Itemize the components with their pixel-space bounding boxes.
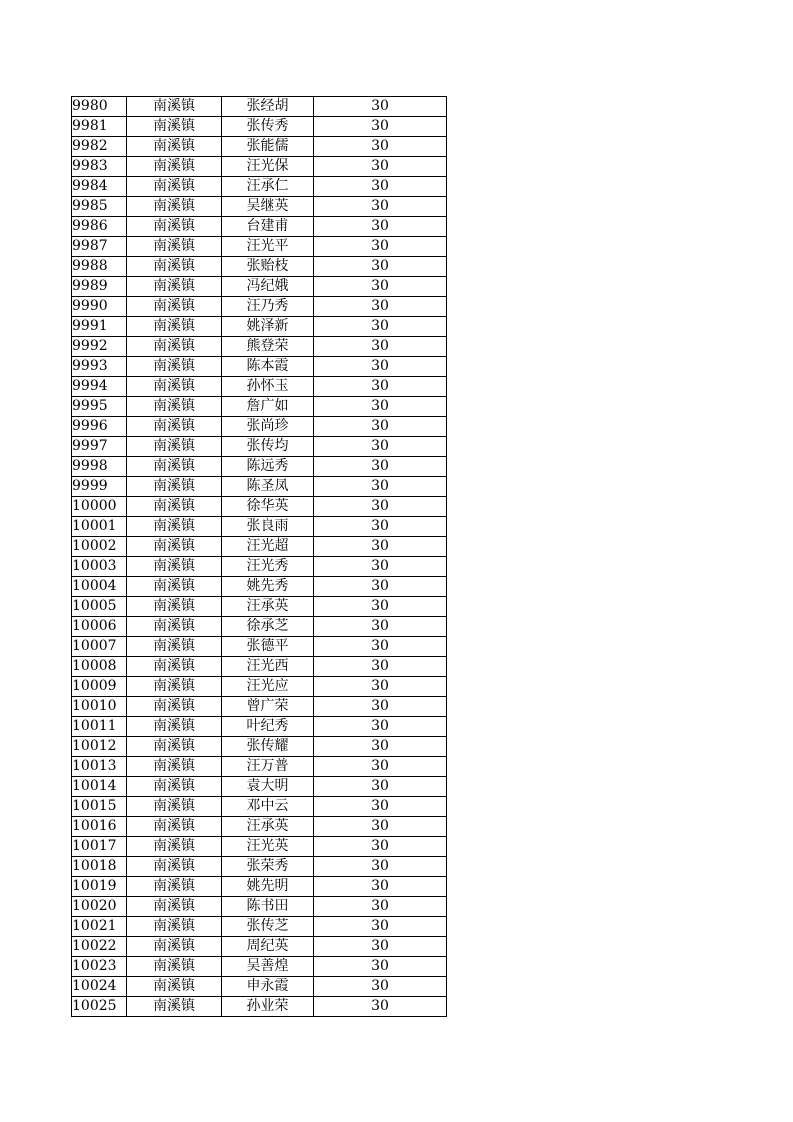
- cell-id: 9981: [72, 117, 127, 137]
- table-row: [72, 497, 447, 517]
- cell-amount: 30: [314, 137, 447, 157]
- table-row: [72, 537, 447, 557]
- cell-name: 汪光西: [222, 657, 314, 677]
- table-row: [72, 957, 447, 977]
- cell-id: 9988: [72, 257, 127, 277]
- cell-town: 南溪镇: [127, 857, 222, 877]
- cell-id: 10015: [72, 797, 127, 817]
- table-row: [72, 777, 447, 797]
- table-row: [72, 457, 447, 477]
- cell-town: 南溪镇: [127, 157, 222, 177]
- cell-town: 南溪镇: [127, 237, 222, 257]
- cell-amount: 30: [314, 537, 447, 557]
- cell-id: 10008: [72, 657, 127, 677]
- table-row: [72, 417, 447, 437]
- table-row: [72, 657, 447, 677]
- cell-id: 10002: [72, 537, 127, 557]
- cell-name: 汪光超: [222, 537, 314, 557]
- cell-amount: 30: [314, 737, 447, 757]
- cell-town: 南溪镇: [127, 557, 222, 577]
- cell-amount: 30: [314, 317, 447, 337]
- cell-amount: 30: [314, 517, 447, 537]
- cell-town: 南溪镇: [127, 957, 222, 977]
- cell-town: 南溪镇: [127, 917, 222, 937]
- table-row: [72, 197, 447, 217]
- cell-amount: 30: [314, 277, 447, 297]
- cell-id: 10017: [72, 837, 127, 857]
- cell-amount: 30: [314, 557, 447, 577]
- table-row: [72, 277, 447, 297]
- cell-amount: 30: [314, 997, 447, 1017]
- cell-name: 邓中云: [222, 797, 314, 817]
- cell-name: 汪光应: [222, 677, 314, 697]
- cell-id: 10004: [72, 577, 127, 597]
- cell-amount: 30: [314, 697, 447, 717]
- cell-name: 陈远秀: [222, 457, 314, 477]
- cell-amount: 30: [314, 637, 447, 657]
- cell-name: 张良雨: [222, 517, 314, 537]
- table-row: [72, 857, 447, 877]
- cell-id: 9997: [72, 437, 127, 457]
- cell-amount: 30: [314, 857, 447, 877]
- cell-id: 9996: [72, 417, 127, 437]
- cell-id: 9980: [72, 97, 127, 117]
- cell-amount: 30: [314, 677, 447, 697]
- cell-town: 南溪镇: [127, 677, 222, 697]
- cell-id: 9998: [72, 457, 127, 477]
- cell-town: 南溪镇: [127, 177, 222, 197]
- cell-amount: 30: [314, 957, 447, 977]
- table-row: [72, 937, 447, 957]
- cell-name: 张德平: [222, 637, 314, 657]
- table-row: [72, 737, 447, 757]
- cell-id: 9993: [72, 357, 127, 377]
- cell-name: 汪光保: [222, 157, 314, 177]
- cell-amount: 30: [314, 97, 447, 117]
- cell-town: 南溪镇: [127, 117, 222, 137]
- table-row: [72, 837, 447, 857]
- cell-town: 南溪镇: [127, 357, 222, 377]
- cell-amount: 30: [314, 417, 447, 437]
- cell-amount: 30: [314, 337, 447, 357]
- cell-name: 汪光平: [222, 237, 314, 257]
- cell-id: 9991: [72, 317, 127, 337]
- cell-amount: 30: [314, 717, 447, 737]
- cell-id: 9987: [72, 237, 127, 257]
- table-row: [72, 797, 447, 817]
- table-row: [72, 357, 447, 377]
- cell-town: 南溪镇: [127, 597, 222, 617]
- table-row: [72, 597, 447, 617]
- cell-amount: 30: [314, 197, 447, 217]
- cell-name: 汪光秀: [222, 557, 314, 577]
- cell-amount: 30: [314, 437, 447, 457]
- cell-amount: 30: [314, 577, 447, 597]
- cell-town: 南溪镇: [127, 697, 222, 717]
- cell-town: 南溪镇: [127, 97, 222, 117]
- table-row: [72, 917, 447, 937]
- cell-town: 南溪镇: [127, 257, 222, 277]
- cell-town: 南溪镇: [127, 217, 222, 237]
- cell-amount: 30: [314, 797, 447, 817]
- cell-amount: 30: [314, 157, 447, 177]
- cell-town: 南溪镇: [127, 897, 222, 917]
- cell-name: 台建甫: [222, 217, 314, 237]
- table-row: [72, 177, 447, 197]
- cell-town: 南溪镇: [127, 577, 222, 597]
- table-row: [72, 557, 447, 577]
- cell-amount: 30: [314, 117, 447, 137]
- cell-town: 南溪镇: [127, 717, 222, 737]
- cell-name: 张传耀: [222, 737, 314, 757]
- cell-name: 汪承英: [222, 817, 314, 837]
- cell-town: 南溪镇: [127, 417, 222, 437]
- table-row: [72, 897, 447, 917]
- cell-town: 南溪镇: [127, 657, 222, 677]
- cell-id: 10019: [72, 877, 127, 897]
- cell-town: 南溪镇: [127, 197, 222, 217]
- cell-id: 9990: [72, 297, 127, 317]
- table-row: [72, 977, 447, 997]
- cell-town: 南溪镇: [127, 297, 222, 317]
- table-row: [72, 217, 447, 237]
- table-row: [72, 437, 447, 457]
- cell-name: 徐承芝: [222, 617, 314, 637]
- cell-amount: 30: [314, 917, 447, 937]
- cell-amount: 30: [314, 937, 447, 957]
- table-row: [72, 997, 447, 1017]
- cell-amount: 30: [314, 397, 447, 417]
- table-row: [72, 117, 447, 137]
- table-row: [72, 157, 447, 177]
- cell-name: 陈本霞: [222, 357, 314, 377]
- cell-name: 吴继英: [222, 197, 314, 217]
- cell-town: 南溪镇: [127, 737, 222, 757]
- cell-id: 10025: [72, 997, 127, 1017]
- table-row: [72, 297, 447, 317]
- cell-id: 10007: [72, 637, 127, 657]
- cell-id: 9995: [72, 397, 127, 417]
- cell-name: 汪承英: [222, 597, 314, 617]
- cell-amount: 30: [314, 357, 447, 377]
- cell-town: 南溪镇: [127, 937, 222, 957]
- cell-name: 袁大明: [222, 777, 314, 797]
- cell-name: 叶纪秀: [222, 717, 314, 737]
- cell-amount: 30: [314, 977, 447, 997]
- cell-name: 张传芝: [222, 917, 314, 937]
- cell-town: 南溪镇: [127, 977, 222, 997]
- cell-amount: 30: [314, 477, 447, 497]
- cell-name: 张传均: [222, 437, 314, 457]
- cell-name: 汪光英: [222, 837, 314, 857]
- cell-town: 南溪镇: [127, 317, 222, 337]
- cell-name: 姚先明: [222, 877, 314, 897]
- cell-amount: 30: [314, 757, 447, 777]
- cell-name: 汪乃秀: [222, 297, 314, 317]
- cell-name: 汪万普: [222, 757, 314, 777]
- cell-name: 孙业荣: [222, 997, 314, 1017]
- cell-id: 10014: [72, 777, 127, 797]
- cell-town: 南溪镇: [127, 437, 222, 457]
- cell-name: 张荣秀: [222, 857, 314, 877]
- cell-id: 10001: [72, 517, 127, 537]
- cell-amount: 30: [314, 177, 447, 197]
- cell-town: 南溪镇: [127, 797, 222, 817]
- table-row: [72, 377, 447, 397]
- cell-town: 南溪镇: [127, 617, 222, 637]
- cell-id: 10023: [72, 957, 127, 977]
- table-row: [72, 717, 447, 737]
- cell-town: 南溪镇: [127, 637, 222, 657]
- cell-id: 9992: [72, 337, 127, 357]
- cell-id: 9994: [72, 377, 127, 397]
- table-row: [72, 617, 447, 637]
- cell-name: 吴善煌: [222, 957, 314, 977]
- cell-amount: 30: [314, 377, 447, 397]
- cell-id: 10005: [72, 597, 127, 617]
- cell-town: 南溪镇: [127, 397, 222, 417]
- cell-id: 9985: [72, 197, 127, 217]
- cell-amount: 30: [314, 297, 447, 317]
- cell-town: 南溪镇: [127, 477, 222, 497]
- cell-name: 曾广荣: [222, 697, 314, 717]
- cell-amount: 30: [314, 817, 447, 837]
- table-row: [72, 137, 447, 157]
- cell-name: 姚泽新: [222, 317, 314, 337]
- cell-amount: 30: [314, 457, 447, 477]
- cell-id: 10018: [72, 857, 127, 877]
- cell-name: 张尚珍: [222, 417, 314, 437]
- cell-amount: 30: [314, 837, 447, 857]
- cell-town: 南溪镇: [127, 377, 222, 397]
- cell-town: 南溪镇: [127, 877, 222, 897]
- table-row: [72, 697, 447, 717]
- cell-town: 南溪镇: [127, 337, 222, 357]
- table-row: [72, 757, 447, 777]
- table-row: [72, 237, 447, 257]
- cell-name: 张传秀: [222, 117, 314, 137]
- cell-town: 南溪镇: [127, 757, 222, 777]
- table-row: [72, 637, 447, 657]
- cell-id: 10011: [72, 717, 127, 737]
- cell-id: 10013: [72, 757, 127, 777]
- cell-town: 南溪镇: [127, 997, 222, 1017]
- cell-id: 10022: [72, 937, 127, 957]
- table-row: [72, 677, 447, 697]
- roster-table-body: [72, 97, 447, 1017]
- cell-amount: 30: [314, 877, 447, 897]
- cell-id: 10016: [72, 817, 127, 837]
- table-row: [72, 517, 447, 537]
- cell-name: 申永霞: [222, 977, 314, 997]
- cell-amount: 30: [314, 657, 447, 677]
- cell-name: 张经胡: [222, 97, 314, 117]
- cell-name: 冯纪娥: [222, 277, 314, 297]
- cell-amount: 30: [314, 237, 447, 257]
- cell-town: 南溪镇: [127, 537, 222, 557]
- table-row: [72, 337, 447, 357]
- cell-id: 10000: [72, 497, 127, 517]
- cell-amount: 30: [314, 897, 447, 917]
- table-row: [72, 577, 447, 597]
- cell-amount: 30: [314, 497, 447, 517]
- table-row: [72, 877, 447, 897]
- cell-id: 9984: [72, 177, 127, 197]
- cell-id: 9999: [72, 477, 127, 497]
- cell-id: 10012: [72, 737, 127, 757]
- cell-id: 10009: [72, 677, 127, 697]
- cell-name: 孙怀玉: [222, 377, 314, 397]
- cell-town: 南溪镇: [127, 277, 222, 297]
- roster-table: [71, 96, 447, 1017]
- cell-name: 张贻枝: [222, 257, 314, 277]
- cell-town: 南溪镇: [127, 817, 222, 837]
- cell-id: 10021: [72, 917, 127, 937]
- cell-id: 9989: [72, 277, 127, 297]
- cell-amount: 30: [314, 617, 447, 637]
- cell-town: 南溪镇: [127, 777, 222, 797]
- cell-name: 徐华英: [222, 497, 314, 517]
- cell-amount: 30: [314, 217, 447, 237]
- table-row: [72, 97, 447, 117]
- cell-town: 南溪镇: [127, 137, 222, 157]
- cell-amount: 30: [314, 777, 447, 797]
- cell-name: 姚先秀: [222, 577, 314, 597]
- cell-id: 10024: [72, 977, 127, 997]
- cell-name: 詹广如: [222, 397, 314, 417]
- cell-id: 10003: [72, 557, 127, 577]
- cell-name: 汪承仁: [222, 177, 314, 197]
- table-row: [72, 477, 447, 497]
- cell-town: 南溪镇: [127, 517, 222, 537]
- cell-town: 南溪镇: [127, 497, 222, 517]
- cell-id: 10020: [72, 897, 127, 917]
- cell-amount: 30: [314, 257, 447, 277]
- cell-name: 熊登荣: [222, 337, 314, 357]
- cell-id: 10010: [72, 697, 127, 717]
- cell-id: 9982: [72, 137, 127, 157]
- cell-name: 陈书田: [222, 897, 314, 917]
- cell-id: 9986: [72, 217, 127, 237]
- cell-name: 周纪英: [222, 937, 314, 957]
- table-row: [72, 317, 447, 337]
- cell-name: 张能儒: [222, 137, 314, 157]
- table-row: [72, 817, 447, 837]
- table-row: [72, 397, 447, 417]
- cell-id: 10006: [72, 617, 127, 637]
- cell-town: 南溪镇: [127, 457, 222, 477]
- cell-town: 南溪镇: [127, 837, 222, 857]
- cell-name: 陈圣凤: [222, 477, 314, 497]
- table-row: [72, 257, 447, 277]
- cell-id: 9983: [72, 157, 127, 177]
- cell-amount: 30: [314, 597, 447, 617]
